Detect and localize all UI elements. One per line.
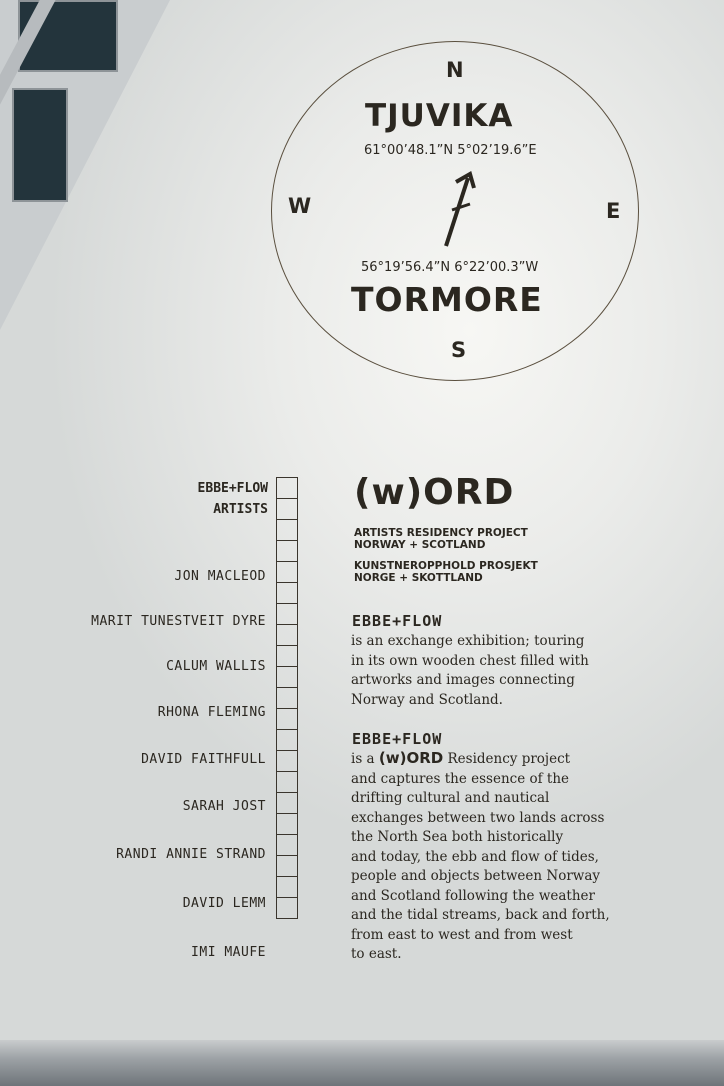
paragraph-1 bbox=[351, 632, 651, 710]
paragraph-line: Norway and Scotland. bbox=[351, 691, 503, 708]
coord-tjuvika: 61°00’48.1”N 5°02’19.6”E bbox=[364, 143, 537, 158]
compass-west: W bbox=[288, 194, 312, 218]
paragraph-rest: Residency project bbox=[443, 751, 571, 767]
compass-south: S bbox=[451, 338, 467, 362]
window-pane bbox=[12, 88, 68, 202]
subtitle-en-1: ARTISTS RESIDENCY PROJECT bbox=[354, 527, 528, 539]
checkbox-square bbox=[276, 687, 298, 709]
word-inline: (w)ORD bbox=[378, 749, 444, 767]
checkbox-square bbox=[276, 729, 298, 751]
subtitle-no-1: KUNSTNEROPPHOLD PROSJEKT bbox=[354, 560, 538, 572]
compass-east: E bbox=[606, 199, 621, 223]
checkbox-square bbox=[276, 561, 298, 583]
place-tjuvika: TJUVIKA bbox=[365, 98, 514, 134]
checkbox-square bbox=[276, 645, 298, 667]
paragraph-line: to east. bbox=[351, 946, 402, 962]
paragraph-2 bbox=[351, 749, 651, 965]
compass-needle-icon bbox=[440, 170, 480, 250]
baseboard bbox=[0, 1040, 724, 1086]
checkbox-square bbox=[276, 519, 298, 541]
paragraph-line: and Scotland following the weather bbox=[351, 887, 595, 904]
coord-tormore: 56°19’56.4”N 6°22’00.3”W bbox=[361, 260, 539, 275]
artists-heading-line2: ARTISTS bbox=[213, 502, 268, 517]
ebbe-flow-heading-1: EBBE+FLOW bbox=[352, 612, 443, 630]
checkbox-square bbox=[276, 477, 298, 499]
artists-heading-line1: EBBE+FLOW bbox=[197, 481, 268, 496]
paragraph-line: and captures the essence of the bbox=[351, 770, 570, 787]
artist-name: IMI MAUFE bbox=[191, 945, 266, 960]
artist-name: RANDI ANNIE STRAND bbox=[116, 847, 266, 862]
subtitle-no-2: NORGE + SKOTTLAND bbox=[354, 572, 483, 584]
artist-name: DAVID FAITHFULL bbox=[141, 752, 266, 767]
paragraph-line: is an exchange exhibition; touring bbox=[351, 633, 585, 649]
paragraph-prefix: is a bbox=[351, 751, 379, 767]
paragraph-line: people and objects between Norway bbox=[351, 868, 601, 884]
checkbox-square bbox=[276, 624, 298, 646]
word-title: (w)ORD bbox=[354, 472, 515, 513]
paragraph-line: the North Sea both historically bbox=[351, 829, 564, 845]
checkbox-square bbox=[276, 855, 298, 877]
checkbox-square bbox=[276, 876, 298, 898]
paragraph-line: exchanges between two lands across bbox=[351, 809, 605, 826]
subtitle-en-2: NORWAY + SCOTLAND bbox=[354, 539, 486, 551]
paragraph-line: drifting cultural and nautical bbox=[351, 790, 550, 806]
paragraph-line: and the tidal streams, back and forth, bbox=[351, 907, 610, 923]
paragraph-line: in its own wooden chest filled with bbox=[351, 652, 589, 669]
artist-name: RHONA FLEMING bbox=[157, 705, 266, 720]
artist-name: MARIT TUNESTVEIT DYRE bbox=[91, 614, 266, 629]
compass-north: N bbox=[446, 58, 464, 82]
paragraph-line: artworks and images connecting bbox=[351, 672, 575, 688]
checkbox-square bbox=[276, 750, 298, 772]
paragraph-line bbox=[351, 749, 651, 770]
checkbox-square bbox=[276, 813, 298, 835]
checkbox-square bbox=[276, 897, 298, 919]
artist-name: CALUM WALLIS bbox=[166, 659, 266, 674]
place-tormore: TORMORE bbox=[351, 280, 543, 319]
artist-name: SARAH JOST bbox=[182, 799, 266, 814]
checkbox-square bbox=[276, 582, 298, 604]
paragraph-line: and today, the ebb and flow of tides, bbox=[351, 848, 599, 865]
checkbox-square bbox=[276, 666, 298, 688]
checkbox-square bbox=[276, 708, 298, 730]
checkbox-square bbox=[276, 771, 298, 793]
box-column bbox=[276, 478, 298, 919]
checkbox-square bbox=[276, 540, 298, 562]
checkbox-square bbox=[276, 834, 298, 856]
ebbe-flow-heading-2: EBBE+FLOW bbox=[352, 730, 443, 748]
checkbox-square bbox=[276, 498, 298, 520]
artist-name: DAVID LEMM bbox=[182, 896, 266, 911]
paragraph-line: from east to west and from west bbox=[351, 926, 573, 943]
artist-name: JON MACLEOD bbox=[174, 569, 266, 584]
checkbox-square bbox=[276, 603, 298, 625]
checkbox-square bbox=[276, 792, 298, 814]
